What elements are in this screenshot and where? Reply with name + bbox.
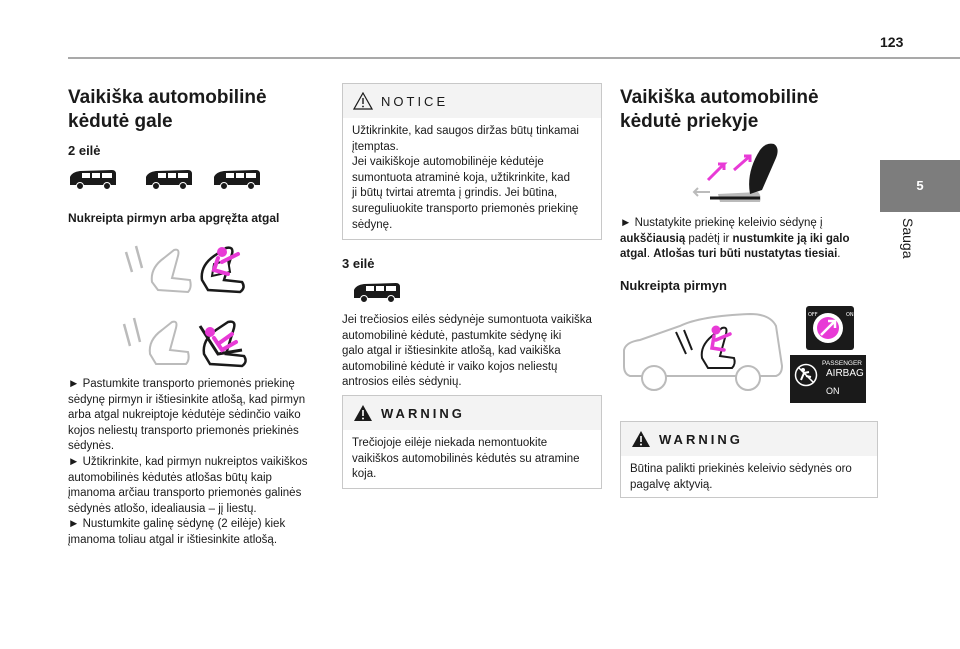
row-heading-2: 2 eilė xyxy=(68,143,101,158)
text-line: Užtikrinkite, kad saugos diržas būtų tinkamai xyxy=(352,125,579,137)
warning-box-front xyxy=(620,421,878,498)
third-row-instructions xyxy=(342,313,592,391)
text-line xyxy=(620,247,849,263)
chapter-number: 5 xyxy=(916,178,924,193)
notice-title: NOTICE xyxy=(381,94,449,109)
warning-title: WARNING xyxy=(659,432,743,447)
van-side-icon xyxy=(212,168,262,190)
text-line: automobilinė kėdutė, pastumkite sėdynę iki xyxy=(342,329,562,342)
page-number: 123 xyxy=(880,34,904,50)
airbag-label-line2: AIRBAG xyxy=(826,368,864,379)
warning-box-third-row xyxy=(342,395,602,489)
title-line: Vaikiška automobilinė xyxy=(620,87,819,108)
title-line: kėdutė priekyje xyxy=(620,111,759,132)
row-heading-3: 3 eilė xyxy=(342,256,375,271)
text-line: ► Nustatykite priekinę keleivio sėdynę į xyxy=(620,217,823,229)
text-line: Jei vaikiškoje automobilinėje kėdutėje xyxy=(352,156,544,169)
text-line: galo atgal ir ištiesinkite atlošą, kad vaikiška xyxy=(342,345,561,358)
text-line: ► Pastumkite transporto priemonės priekinę xyxy=(68,378,295,390)
front-facing-in-car-illustration xyxy=(620,306,786,402)
rear-seat-instructions xyxy=(68,377,308,549)
svg-text:OFF: OFF xyxy=(808,312,818,318)
van-side-icon xyxy=(144,168,194,190)
text-line: ► Užtikrinkite, kad pirmyn nukreiptos vaikiškos xyxy=(68,455,308,468)
section-title-rear xyxy=(68,86,267,134)
warning-text xyxy=(352,436,580,483)
emphasis: Atlošas turi būti nustatytas tiesiai xyxy=(653,248,838,261)
child-seat-airbag-off-icon xyxy=(794,363,818,387)
airbag-label-line1: PASSENGER xyxy=(822,360,862,367)
text-span: padėtį ir xyxy=(685,232,733,245)
rear-facing-seat-illustration xyxy=(118,310,268,370)
text-line: automobilinė kėdutė ir vaiko kojos neliestų xyxy=(342,360,558,373)
emphasis: atgal xyxy=(620,248,647,261)
notice-text xyxy=(352,124,579,233)
text-line: įmanoma arčiau transporto priemonės galinės xyxy=(68,487,302,500)
text-line: kojos neliestų transporto priemonės priekinės xyxy=(68,424,299,437)
front-seat-instructions xyxy=(620,216,849,263)
text-line: ji būtų tvirtai atremta į grindis. Jei būtina, xyxy=(352,187,558,200)
text-line: arba atgal nukreiptoje kėdutėje sėdinčio vaiko xyxy=(68,409,301,422)
warning-title: WARNING xyxy=(381,406,465,421)
header-rule xyxy=(68,57,960,59)
chapter-label: Sauga xyxy=(900,218,916,259)
van-side-icon xyxy=(352,281,402,303)
title-line: kėdutė gale xyxy=(68,111,173,132)
emphasis: aukščiausią xyxy=(620,232,686,245)
warning-text xyxy=(630,462,852,493)
orientation-heading-front: Nukreipta pirmyn xyxy=(620,278,727,293)
caution-outline-icon xyxy=(353,92,373,110)
section-title-front xyxy=(620,86,819,134)
svg-text:ON: ON xyxy=(846,312,854,318)
orientation-heading: Nukreipta pirmyn arba apgręžta atgal xyxy=(68,211,280,225)
text-line: Jei trečiosios eilės sėdynėje sumontuota vaikiška xyxy=(342,314,592,326)
text-line: vaikiškos automobilinės kėdutės su atramine xyxy=(352,452,580,465)
text-line: sėdynės. xyxy=(68,440,115,453)
text-line: įtemptas. xyxy=(352,140,399,153)
airbag-key-switch-icon xyxy=(806,306,854,350)
text-span: . xyxy=(837,248,841,261)
text-line: sėdynės atlošo, idealiausia – jį liestų. xyxy=(68,502,257,515)
text-line: sureguliuokite transporto priemonės priekinę xyxy=(352,202,579,215)
text-line: automobilinės kėdutės atlošas būtų kaip xyxy=(68,471,272,484)
text-line: sumontuota atraminė koja, užtikrinkite, kad xyxy=(352,171,570,184)
text-line: ► Nustumkite galinę sėdynę (2 eilėje) kiek xyxy=(68,518,286,531)
warning-triangle-icon xyxy=(353,404,373,422)
text-line: antrosios eilės sėdynių. xyxy=(342,376,462,389)
text-line: pagalvę aktyvią. xyxy=(630,478,713,491)
emphasis: nustumkite ją iki galo xyxy=(732,232,850,245)
text-line xyxy=(620,232,849,248)
notice-box xyxy=(342,83,602,240)
text-line: koja. xyxy=(352,468,377,481)
text-line: įmanoma toliau atgal ir ištiesinkite atlošą. xyxy=(68,533,278,546)
front-seat-adjust-illustration xyxy=(690,140,796,206)
warning-triangle-icon xyxy=(631,430,651,448)
forward-facing-seat-illustration xyxy=(118,240,268,296)
text-line: sėdynę pirmyn ir ištiesinkite atlošą, kad pirmyn xyxy=(68,393,306,406)
airbag-indicator-panel xyxy=(790,355,866,403)
text-line: Būtina palikti priekinės keleivio sėdynės oro xyxy=(630,463,852,475)
airbag-state: ON xyxy=(826,386,840,396)
text-span: . xyxy=(646,248,654,261)
text-line: sėdynę. xyxy=(352,218,393,231)
title-line: Vaikiška automobilinė xyxy=(68,87,267,108)
text-line: Trečiojoje eilėje niekada nemontuokite xyxy=(352,437,548,449)
van-side-icon xyxy=(68,168,118,190)
